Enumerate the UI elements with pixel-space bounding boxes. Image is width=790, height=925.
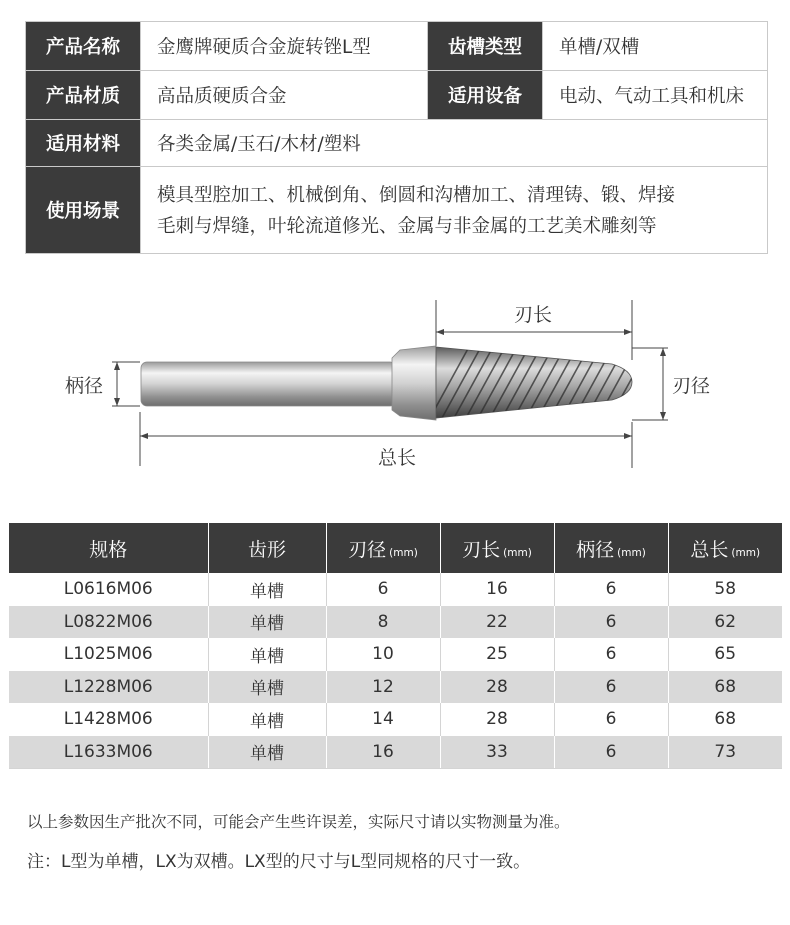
specification-table: [9, 523, 782, 769]
table-row: [9, 638, 782, 671]
blade-diameter-label: 刃径: [671, 375, 711, 397]
info-row: [26, 22, 768, 71]
spec-cell: 单槽: [208, 573, 326, 606]
info-value: 各类金属/玉石/木材/塑料: [141, 120, 768, 167]
table-row: [9, 671, 782, 704]
spec-cell: L1228M06: [9, 671, 208, 704]
burr-tool-illustration: [141, 345, 650, 420]
info-label: 使用场景: [26, 167, 141, 254]
spec-cell: 单槽: [208, 736, 326, 769]
info-label: 产品名称: [26, 22, 141, 71]
spec-header-row: [9, 523, 782, 573]
info-line: 模具型腔加工、机械倒角、倒圆和沟槽加工、清理铸、锻、焊接: [157, 185, 676, 206]
spec-header: 刃径 (mm): [326, 523, 440, 573]
spec-cell: 单槽: [208, 703, 326, 736]
measurement-disclaimer: 以上参数因生产批次不同，可能会产生些许误差，实际尺寸请以实物测量为准。: [27, 813, 570, 831]
spec-cell: 6: [554, 638, 668, 671]
info-value-multiline: [141, 167, 768, 254]
spec-cell: 25: [440, 638, 554, 671]
spec-cell: 33: [440, 736, 554, 769]
spec-header: 总长 (mm): [668, 523, 782, 573]
spec-cell: 73: [668, 736, 782, 769]
info-value: 金鹰牌硬质合金旋转锉L型: [141, 22, 428, 71]
spec-cell: L0822M06: [9, 606, 208, 639]
spec-cell: L1633M06: [9, 736, 208, 769]
spec-cell: 10: [326, 638, 440, 671]
table-row: [9, 606, 782, 639]
spec-cell: 22: [440, 606, 554, 639]
blade-length-label: 刃长: [513, 304, 553, 326]
spec-cell: 6: [554, 573, 668, 606]
spec-cell: 单槽: [208, 638, 326, 671]
info-value: 高品质硬质合金: [141, 71, 428, 120]
spec-cell: L1025M06: [9, 638, 208, 671]
spec-cell: L1428M06: [9, 703, 208, 736]
info-value: 单槽/双槽: [543, 22, 768, 71]
spec-cell: 62: [668, 606, 782, 639]
table-row: [9, 573, 782, 606]
spec-cell: 28: [440, 703, 554, 736]
spec-header: 齿形: [208, 523, 326, 573]
spec-cell: 6: [554, 671, 668, 704]
spec-cell: 68: [668, 671, 782, 704]
spec-cell: 6: [554, 736, 668, 769]
info-label: 适用材料: [26, 120, 141, 167]
type-note: 注：L型为单槽，LX为双槽。LX型的尺寸与L型同规格的尺寸一致。: [27, 852, 531, 872]
burr-dimension-diagram: [0, 290, 790, 480]
spec-cell: 58: [668, 573, 782, 606]
spec-header: 规格: [9, 523, 208, 573]
info-row: [26, 167, 768, 254]
spec-cell: 65: [668, 638, 782, 671]
spec-cell: 14: [326, 703, 440, 736]
spec-cell: 16: [326, 736, 440, 769]
spec-cell: 6: [554, 606, 668, 639]
spec-cell: L0616M06: [9, 573, 208, 606]
spec-cell: 68: [668, 703, 782, 736]
spec-cell: 28: [440, 671, 554, 704]
spec-cell: 6: [554, 703, 668, 736]
spec-cell: 12: [326, 671, 440, 704]
info-row: [26, 71, 768, 120]
spec-cell: 单槽: [208, 606, 326, 639]
spec-cell: 6: [326, 573, 440, 606]
spec-header: 刃长 (mm): [440, 523, 554, 573]
info-line: 毛刺与焊缝，叶轮流道修光、金属与非金属的工艺美术雕刻等: [157, 216, 657, 237]
product-info-table: [25, 21, 768, 254]
total-length-label: 总长: [377, 447, 417, 469]
info-row: [26, 120, 768, 167]
table-row: [9, 703, 782, 736]
spec-cell: 16: [440, 573, 554, 606]
info-value: 电动、气动工具和机床: [543, 71, 768, 120]
spec-cell: 8: [326, 606, 440, 639]
shank-diameter-label: 柄径: [64, 375, 104, 397]
spec-header: 柄径 (mm): [554, 523, 668, 573]
info-label: 齿槽类型: [428, 22, 543, 71]
info-label: 适用设备: [428, 71, 543, 120]
table-row: [9, 736, 782, 769]
spec-cell: 单槽: [208, 671, 326, 704]
info-label: 产品材质: [26, 71, 141, 120]
